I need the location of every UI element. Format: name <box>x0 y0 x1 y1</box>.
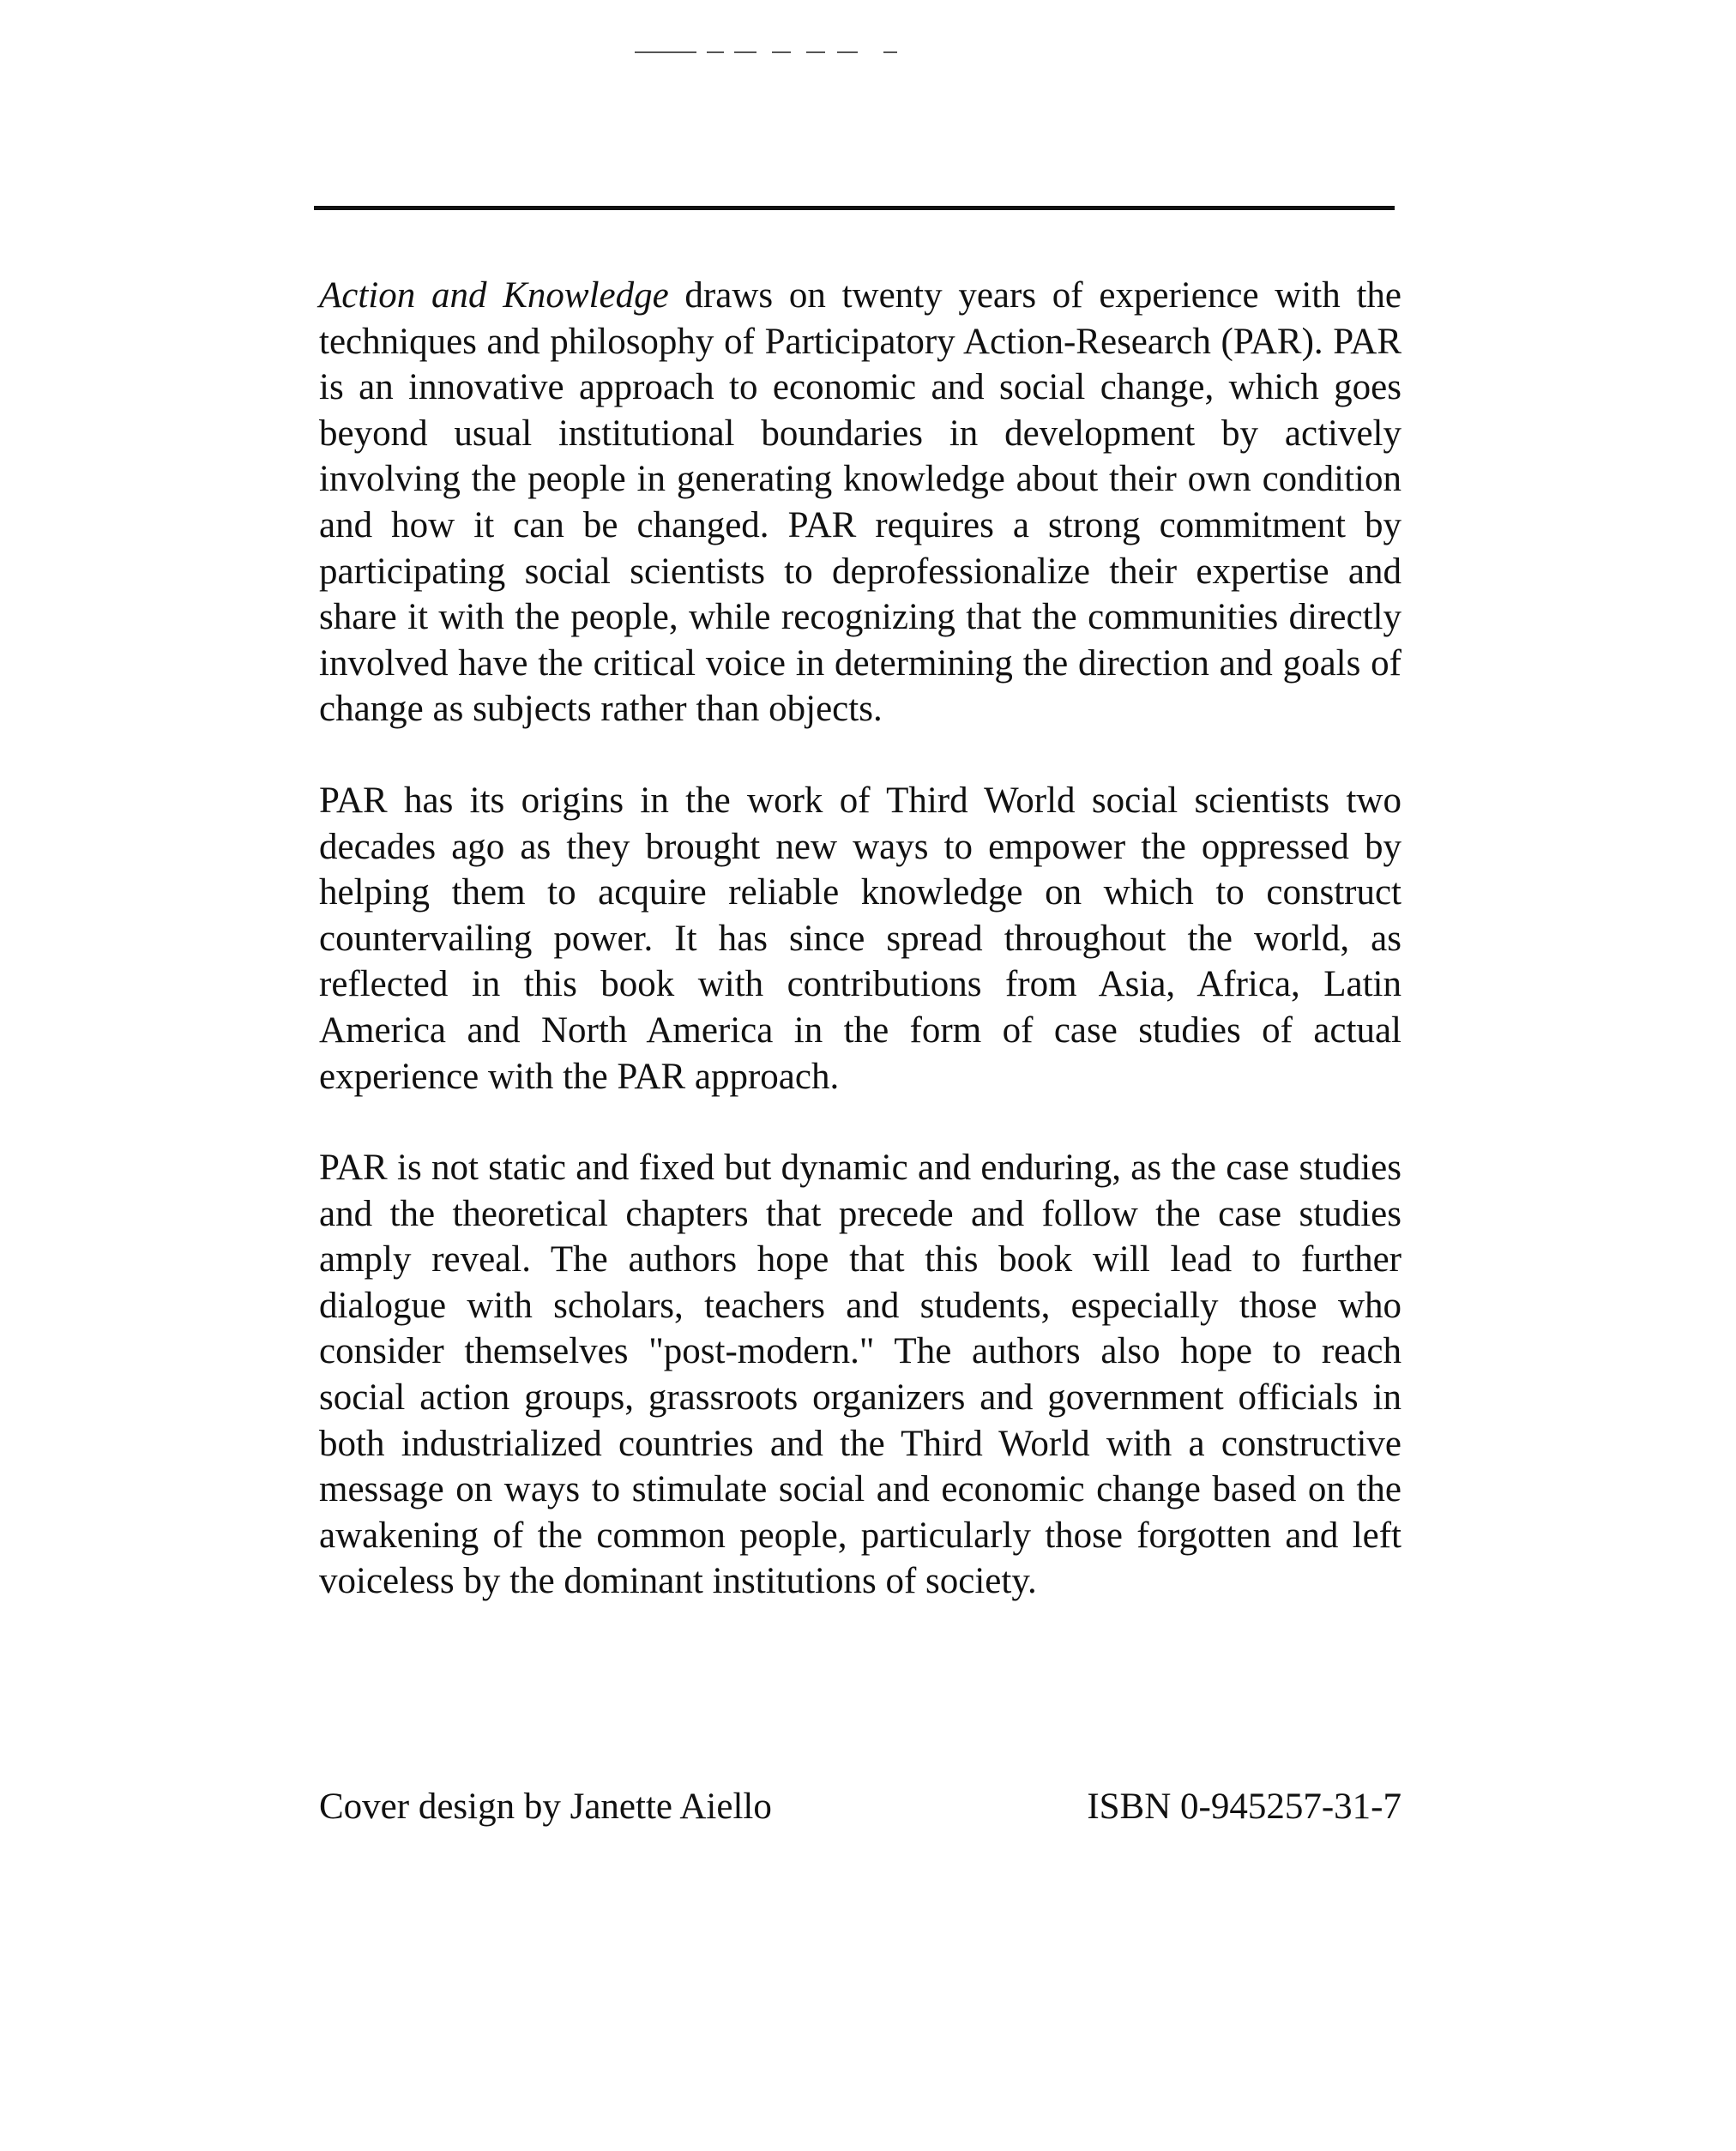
back-cover-blurb <box>319 273 1401 1605</box>
blurb-paragraph-3: PAR is not static and fixed but dynamic and enduring, as the case studies and the theoretical chapters that precede and follow the case studies amply reveal. The authors hope that this book will lead to further dialogue with scholars, teachers and students, especially those who consider themselves "post-modern." The authors also hope to reach social action groups, grassroots organizers and government officials in both industrialized countries and the Third World with a constructive message on ways to stimulate social and economic change based on the awakening of the common people, particularly those forgotten and left voiceless by the dominant institutions of society. <box>319 1148 1401 1602</box>
footer <box>319 1784 1401 1830</box>
cover-credit: Cover design by Janette Aiello <box>319 1786 772 1827</box>
book-title: Action and Knowledge <box>319 275 669 316</box>
blurb-paragraph-2: PAR has its origins in the work of Third World social scientists two decades ago as they brought new ways to empower the oppressed by helping them to acquire reliable knowledge on which to construct countervailing power. It has since spread throughout the world, as reflected in this book with contributions from Asia, Africa, Latin America and North America in the form of case studies of actual experience with the PAR approach. <box>319 780 1401 1097</box>
blurb-paragraph-1-text: draws on twenty years of experience with the techniques and philosophy of Participatory Action-Research (PAR). PAR is an innovative approach to economic and social change, which goes beyond usual institutional boundaries in development by actively involving the people in generating knowledge about their own condition and how it can be changed. PAR requires a strong commitment by participating social scientists to deprofessionalize their expertise and share it with the people, while recognizing that the communities directly involved have the critical voice in determining the direction and goals of change as subjects rather than objects. <box>319 275 1401 730</box>
scan-artifact-marks <box>635 50 901 55</box>
blurb-paragraph-1 <box>319 273 1401 732</box>
isbn: ISBN 0-945257-31-7 <box>1087 1786 1401 1827</box>
top-rule <box>314 206 1395 210</box>
